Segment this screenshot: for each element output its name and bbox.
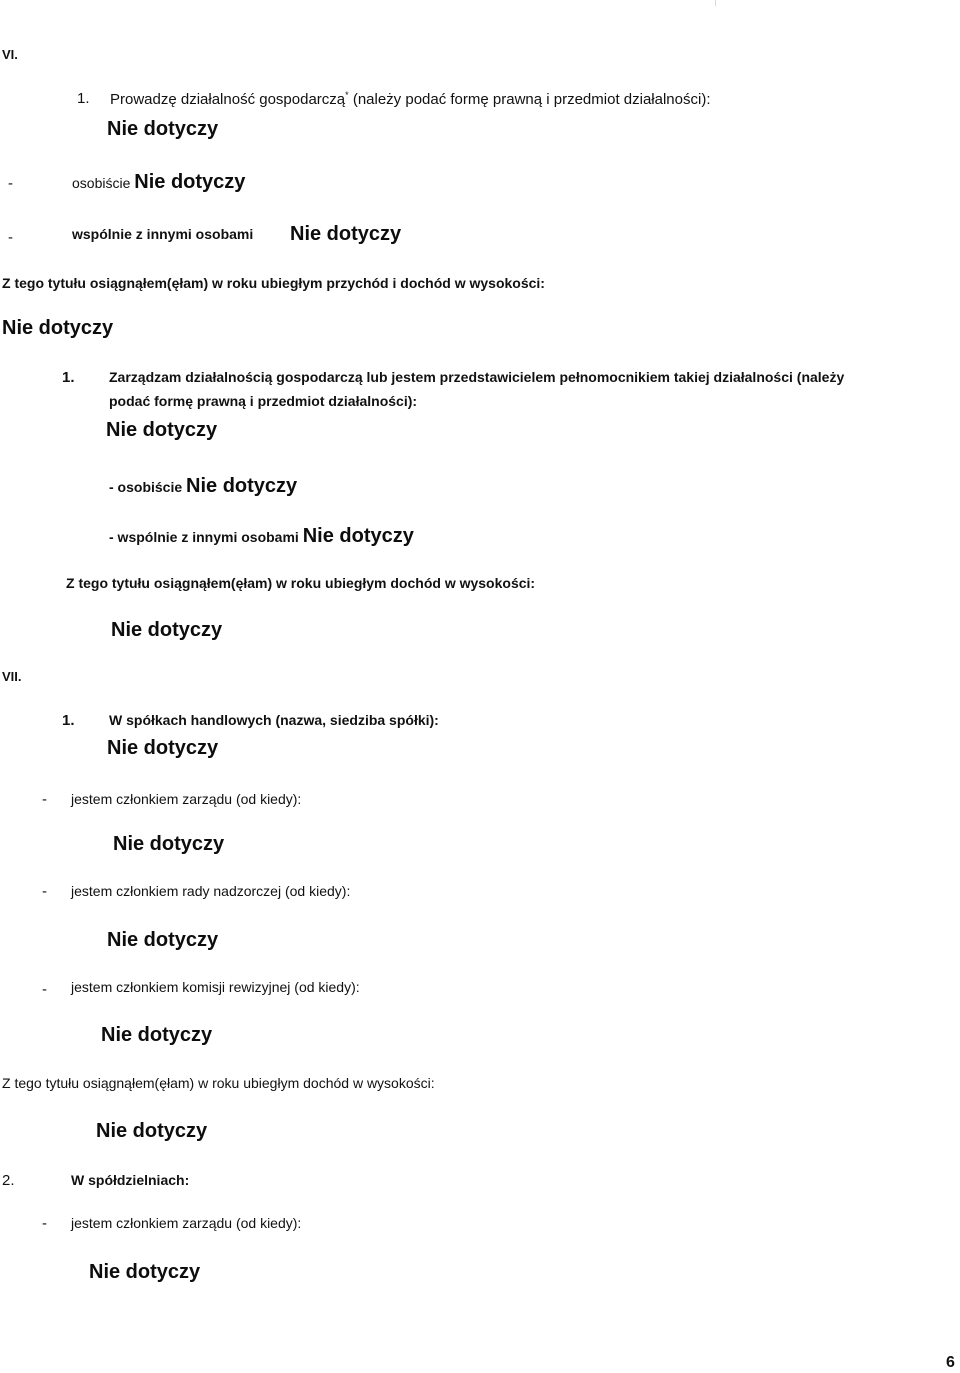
dash: - [42, 981, 47, 998]
companies-income-label: Z tego tytułu osiągnąłem(ęłam) w roku ubiegłym dochód w wysokości: [2, 1075, 435, 1091]
management-label-line2: podać formę prawną i przedmiot działalności): [109, 393, 418, 409]
footnote-marker: * [345, 90, 349, 100]
item-number: 2. [2, 1172, 15, 1189]
dash: - [42, 883, 47, 900]
management-jointly-answer: Nie dotyczy [302, 525, 414, 547]
jointly-label: wspólnie z innymi osobami [72, 226, 254, 242]
management-personally-answer: Nie dotyczy [186, 475, 298, 497]
cooperative-board-answer: Nie dotyczy [89, 1261, 201, 1283]
personally-label: osobiście [72, 175, 131, 191]
cooperatives-label: W spółdzielniach: [71, 1172, 190, 1188]
companies-label: W spółkach handlowych (nazwa, siedziba spółki): [109, 712, 439, 728]
audit-committee-answer: Nie dotyczy [101, 1024, 213, 1046]
management-jointly-label: - wspólnie z innymi osobami [109, 529, 299, 545]
management-personally-row [109, 476, 297, 496]
item-number: 1. [62, 369, 75, 386]
scan-mark [715, 0, 716, 6]
supervisory-board-answer: Nie dotyczy [107, 929, 219, 951]
business-activity-label [110, 91, 711, 107]
audit-committee-label: jestem członkiem komisji rewizyjnej (od kiedy): [71, 979, 360, 995]
section-vii-heading: VII. [2, 669, 22, 684]
management-personally-label: - osobiście [109, 479, 183, 495]
cooperative-board-label: jestem członkiem zarządu (od kiedy): [71, 1215, 302, 1231]
supervisory-board-label: jestem członkiem rady nadzorczej (od kiedy): [71, 883, 351, 899]
board-answer: Nie dotyczy [113, 833, 225, 855]
item-number: 1. [77, 90, 90, 107]
dash: - [8, 229, 13, 246]
management-income-label: Z tego tytułu osiągnąłem(ęłam) w roku ubiegłym dochód w wysokości: [66, 575, 536, 591]
income-answer: Nie dotyczy [2, 317, 114, 339]
management-income-answer: Nie dotyczy [111, 619, 223, 641]
jointly-answer: Nie dotyczy [290, 223, 402, 245]
management-jointly-row [109, 526, 414, 546]
income-label: Z tego tytułu osiągnąłem(ęłam) w roku ubiegłym przychód i dochód w wysokości: [2, 275, 545, 291]
companies-income-answer: Nie dotyczy [96, 1120, 208, 1142]
dash: - [8, 175, 13, 192]
management-answer: Nie dotyczy [106, 419, 218, 441]
item-number: 1. [62, 712, 75, 729]
page-number: 6 [946, 1354, 955, 1371]
board-label: jestem członkiem zarządu (od kiedy): [71, 791, 302, 807]
business-activity-answer: Nie dotyczy [107, 118, 219, 140]
personally-row [72, 172, 245, 192]
section-vi-heading: VI. [2, 47, 18, 62]
management-label-line1: Zarządzam działalnością gospodarczą lub jestem przedstawicielem pełnomocnikiem takiej działalności (należy [109, 369, 845, 385]
business-activity-hint: (należy podać formę prawną i przedmiot działalności): [348, 91, 711, 108]
business-activity-text: Prowadzę działalność gospodarczą [110, 91, 346, 108]
companies-answer: Nie dotyczy [107, 737, 219, 759]
dash: - [42, 791, 47, 808]
personally-answer: Nie dotyczy [134, 171, 246, 193]
dash: - [42, 1215, 47, 1232]
